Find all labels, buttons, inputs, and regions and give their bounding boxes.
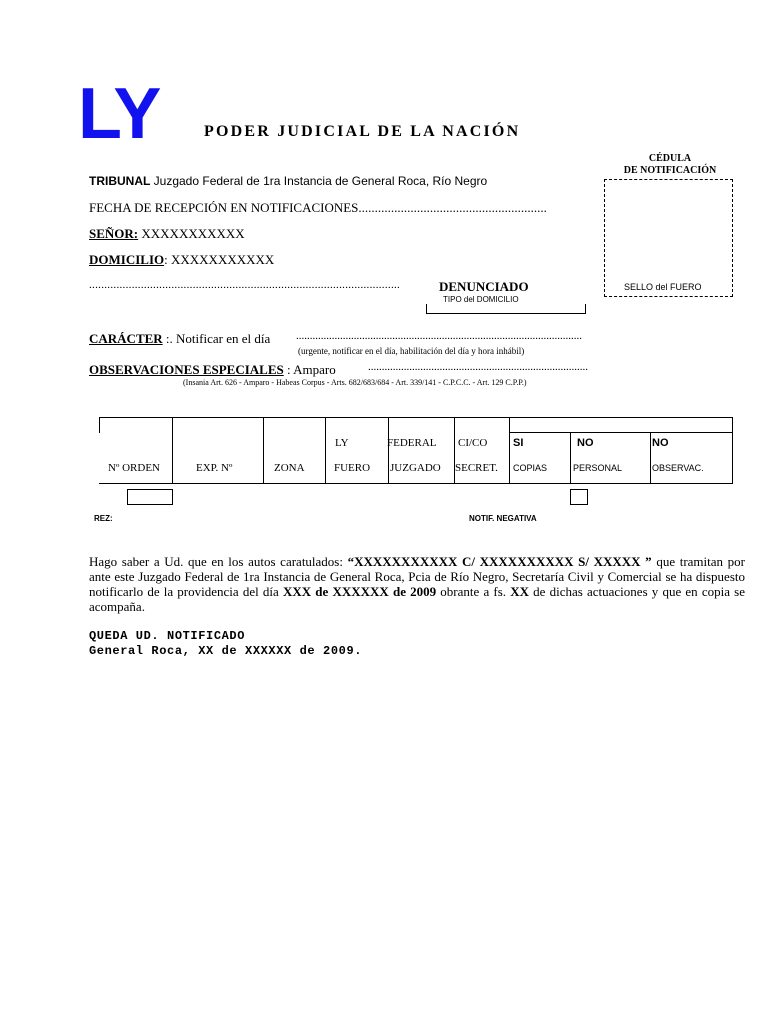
table-col-8	[650, 432, 651, 484]
denunciado-label: DENUNCIADO	[439, 279, 529, 294]
notification-body	[89, 554, 745, 614]
table-col-6	[509, 417, 510, 484]
table-top-border	[99, 417, 733, 418]
table-tick-0	[99, 417, 100, 433]
body-fs: obrante a fs.	[436, 584, 511, 599]
table-col-3	[325, 417, 326, 484]
caracter-note: (urgente, notificar en el día, habilitación del día y hora inhábil)	[298, 346, 525, 356]
table-col-7	[570, 432, 571, 484]
table-top-federal: FEDERAL	[387, 437, 437, 449]
stamp-box	[604, 179, 733, 297]
table-header-fuero: FUERO	[334, 462, 371, 474]
caracter-value: :. Notificar en el día	[162, 331, 271, 346]
table-header-copias: COPIAS	[513, 463, 548, 473]
senor-field	[89, 226, 245, 242]
tipo-domicilio-bracket	[426, 304, 586, 314]
table-header-observac: OBSERVAC.	[652, 463, 704, 473]
tribunal-label: TRIBUNAL	[89, 174, 151, 188]
table-bottom-border	[99, 483, 733, 484]
body-middle: que tramitan por ante este Juzgado Federal de 1ra Instancia de General Roca, Pcia de Río Negro, Secretaría Civil y Comercial se ha dispuesto notificarlo de la providencia del día	[89, 554, 745, 599]
table-header-juzgado: JUZGADO	[390, 462, 441, 474]
tribunal-value: Juzgado Federal de 1ra Instancia de General Roca, Río Negro	[150, 174, 488, 188]
table-col-1	[172, 417, 173, 484]
observaciones-label: OBSERVACIONES ESPECIALES	[89, 362, 284, 377]
table-header-secret: SECRET.	[455, 462, 498, 474]
stamp-label: SELLO del FUERO	[624, 282, 702, 292]
table-col-2	[263, 417, 264, 484]
table-header-exp: EXP. Nº	[196, 462, 233, 474]
senor-value: XXXXXXXXXXX	[138, 226, 245, 241]
observaciones-field	[89, 362, 336, 378]
domicilio-sep: :	[164, 252, 168, 267]
cedula-title	[610, 153, 730, 177]
domicilio-label: DOMICILIO	[89, 252, 165, 267]
page-title: PODER JUDICIAL DE LA NACIÓN	[204, 123, 521, 140]
notif-negativa-label: NOTIF. NEGATIVA	[469, 514, 537, 523]
table-si: SI	[513, 437, 524, 449]
logo: LY	[78, 74, 160, 154]
senor-label: SEÑOR:	[89, 226, 139, 241]
address-dotted-line: ......................................................................................................	[89, 279, 401, 291]
table-header-personal: PERSONAL	[573, 463, 623, 473]
providence-date: XXX de XXXXXX de 2009	[282, 584, 437, 599]
place-date: General Roca, XX de XXXXXX de 2009.	[89, 644, 363, 658]
table-top-cico: CI/CO	[458, 437, 488, 449]
table-header-orden: Nº ORDEN	[108, 462, 160, 474]
table-header-zona: ZONA	[274, 462, 305, 474]
table-col-4	[388, 417, 389, 484]
notif-negativa-box	[570, 489, 588, 505]
rez-label: REZ:	[94, 514, 113, 523]
domicilio-field	[89, 252, 274, 268]
queda-notificado: QUEDA UD. NOTIFICADO	[89, 629, 246, 643]
fs-number: XX	[510, 584, 529, 599]
domicilio-value: XXXXXXXXXXX	[167, 252, 275, 267]
table-col-9	[732, 417, 733, 484]
tipo-domicilio-label: TIPO del DOMICILIO	[443, 295, 519, 304]
caracter-field	[89, 331, 270, 347]
observaciones-value: : Amparo	[283, 362, 336, 377]
rez-box	[127, 489, 173, 505]
table-no-personal: NO	[577, 437, 594, 449]
observaciones-dotted-line: ................................................................................	[368, 361, 588, 373]
cedula-line-2: DE NOTIFICACIÓN	[623, 165, 717, 176]
table-top-ly: LY	[335, 437, 349, 449]
case-title: “XXXXXXXXXXX C/ XXXXXXXXXX S/ XXXXX ”	[347, 554, 652, 569]
fecha-recepcion-field: FECHA DE RECEPCIÓN EN NOTIFICACIONES..........................................................	[89, 200, 547, 215]
table-no-observac: NO	[652, 437, 669, 449]
table-inner-border	[509, 432, 733, 433]
caracter-label: CARÁCTER	[89, 331, 163, 346]
observaciones-note: (Insania Art. 626 - Amparo - Habeas Corpus - Arts. 682/683/684 - Art. 339/141 - C.P.C.C. - Art. 129 C.P.P.)	[183, 378, 527, 387]
cedula-line-1: CÉDULA	[648, 153, 692, 164]
caracter-dotted-line: ........................................................................................................	[296, 330, 582, 342]
tribunal-field	[89, 174, 487, 188]
body-intro: Hago saber a Ud. que en los autos caratulados:	[89, 554, 348, 569]
body-end: de dichas actuaciones y que en copia se acompaña.	[89, 584, 745, 614]
